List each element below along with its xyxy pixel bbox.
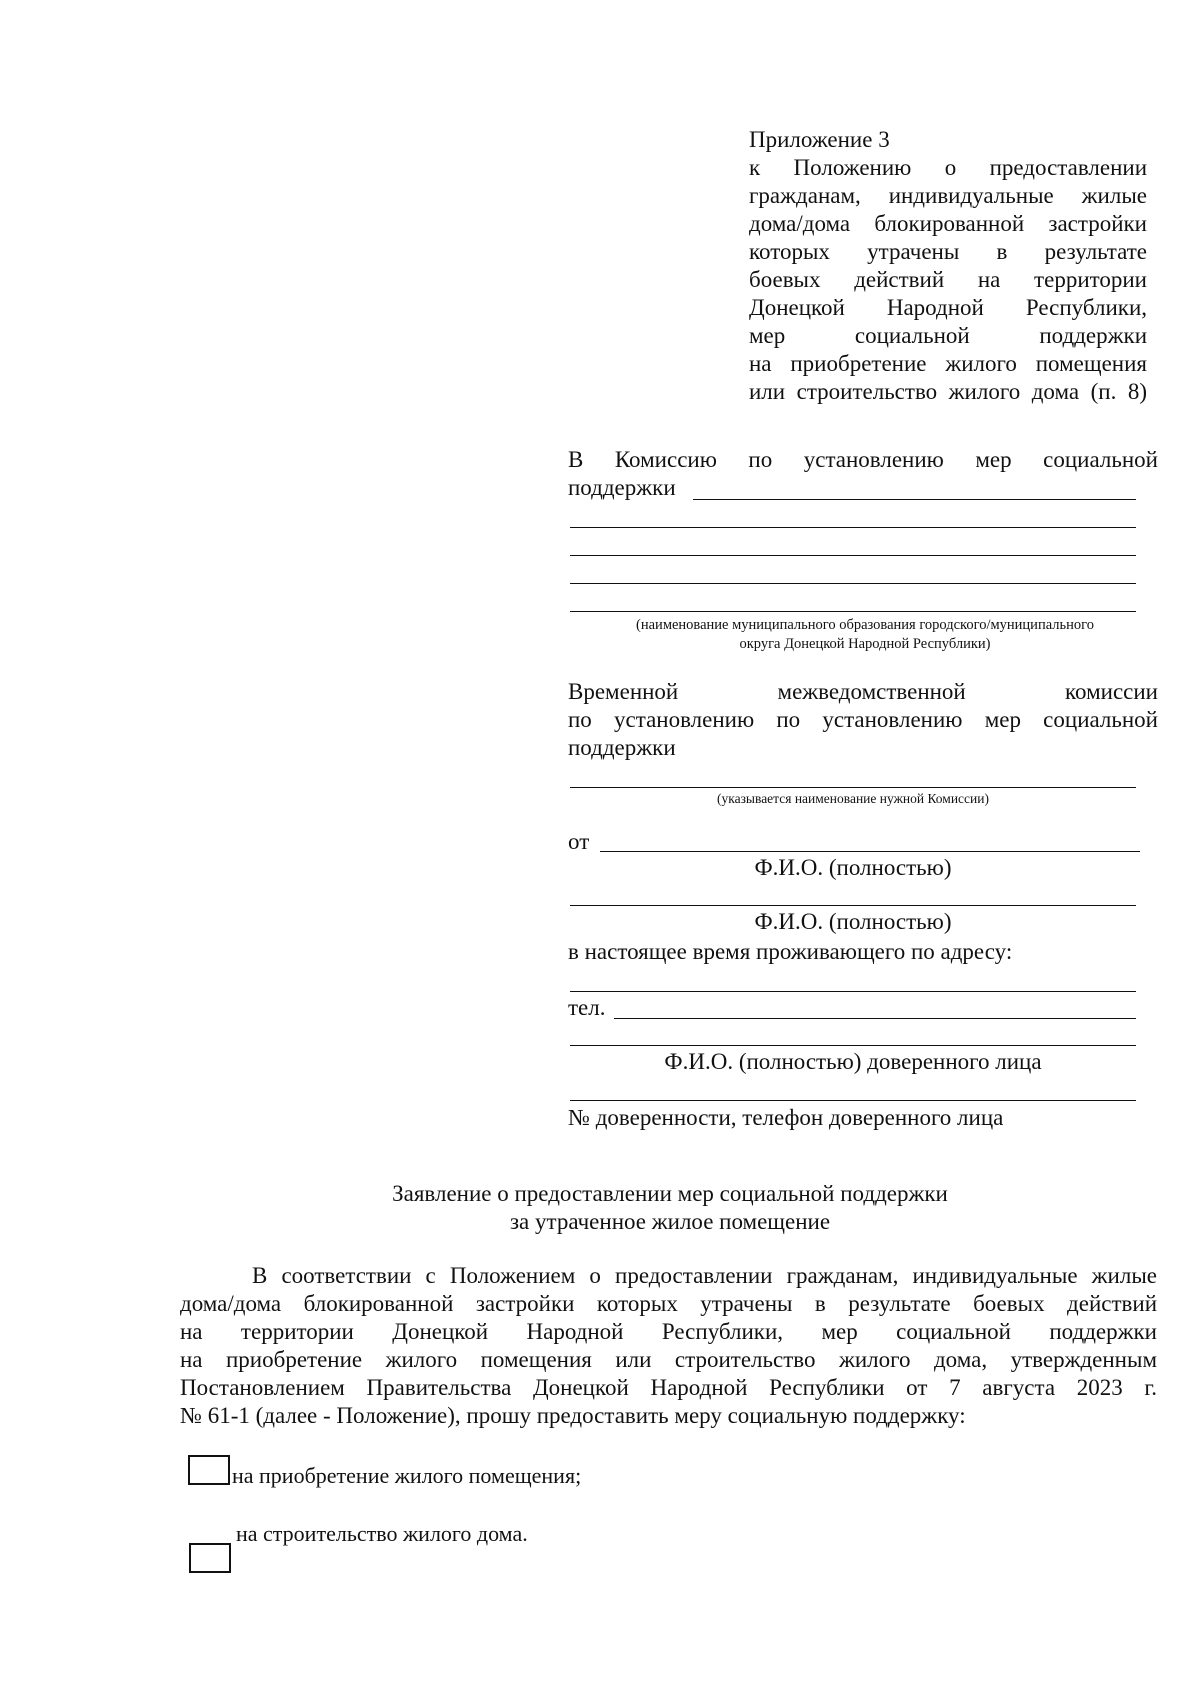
phone-field[interactable] — [614, 1018, 1136, 1019]
statement-title-line-2: за утраченное жилое помещение — [509, 1209, 831, 1234]
appendix-line: которых утрачены в результате — [749, 239, 1147, 264]
option-construction-label: на строительство жилого дома. — [236, 1521, 528, 1546]
body-line: на территории Донецкой Народной Республики, мер социальной поддержки — [180, 1319, 1157, 1344]
applicant-fio-field-1[interactable] — [600, 851, 1140, 852]
address-field[interactable] — [570, 991, 1136, 992]
body-line: на приобретение жилого помещения или строительство жилого дома, утвержденным — [180, 1347, 1157, 1372]
commission-name-field-4[interactable] — [570, 583, 1136, 584]
phone-label: тел. — [568, 995, 606, 1020]
municipal-hint-line-2: округа Донецкой Народной Республики) — [739, 636, 991, 652]
fio-label-2: Ф.И.О. (полностью) — [754, 909, 952, 934]
commission-select-field[interactable] — [570, 787, 1136, 788]
appendix-header — [749, 126, 1147, 406]
appendix-line: Донецкой Народной Республики, — [749, 295, 1147, 320]
fio-label-1: Ф.И.О. (полностью) — [754, 855, 952, 880]
temp-commission-line-1: Временной межведомственной комиссии — [568, 679, 1158, 704]
appendix-line: боевых действий на территории — [749, 267, 1147, 292]
temp-commission-line-2: по установлению по установлению мер социальной — [568, 707, 1158, 732]
commission-hint: (указывается наименование нужной Комиссии) — [717, 791, 989, 806]
appendix-line: Приложение 3 — [749, 127, 890, 152]
body-line: № 61-1 (далее - Положение), прошу предоставить меру социальную поддержку: — [180, 1403, 966, 1428]
commission-name-field-5[interactable] — [570, 611, 1136, 612]
commission-name-field-1[interactable] — [693, 499, 1136, 500]
commission-line-1: В Комиссию по установлению мер социальной — [568, 447, 1158, 472]
commission-name-field-2[interactable] — [570, 527, 1136, 528]
commission-line-2: поддержки — [568, 475, 676, 500]
appendix-line: на приобретение жилого помещения — [749, 351, 1147, 376]
appendix-line: мер социальной поддержки — [749, 323, 1147, 348]
trustee-fio-label: Ф.И.О. (полностью) доверенного лица — [664, 1049, 1042, 1074]
from-label: от — [568, 829, 590, 854]
body-line: В соответствии с Положением о предоставлении гражданам, индивидуальные жилые — [252, 1263, 1157, 1288]
appendix-line: или строительство жилого дома (п. 8) — [749, 379, 1147, 404]
trustee-doc-field[interactable] — [570, 1100, 1136, 1101]
body-line: Постановлением Правительства Донецкой Народной Республики от 7 августа 2023 г. — [180, 1375, 1157, 1400]
statement-title-line-1: Заявление о предоставлении мер социальной поддержки — [392, 1181, 948, 1206]
appendix-line: дома/дома блокированной застройки — [749, 211, 1147, 236]
appendix-line: гражданам, индивидуальные жилые — [749, 183, 1147, 208]
address-label: в настоящее время проживающего по адресу: — [568, 939, 1013, 964]
option-purchase-label: на приобретение жилого помещения; — [232, 1463, 582, 1488]
trustee-doc-label: № доверенности, телефон доверенного лица — [568, 1105, 1004, 1130]
trustee-fio-field[interactable] — [570, 1045, 1136, 1046]
option-construction-checkbox[interactable] — [189, 1543, 231, 1573]
appendix-line: к Положению о предоставлении — [749, 155, 1147, 180]
municipal-hint-line-1: (наименование муниципального образования городского/муниципального — [636, 617, 1094, 633]
option-purchase-checkbox[interactable] — [188, 1455, 230, 1485]
body-line: дома/дома блокированной застройки которых утрачены в результате боевых действий — [180, 1291, 1157, 1316]
commission-name-field-3[interactable] — [570, 555, 1136, 556]
applicant-fio-field-2[interactable] — [570, 905, 1136, 906]
statement-body — [180, 1262, 1157, 1430]
temp-commission-line-3: поддержки — [568, 735, 676, 760]
statement-title — [180, 1180, 1160, 1236]
